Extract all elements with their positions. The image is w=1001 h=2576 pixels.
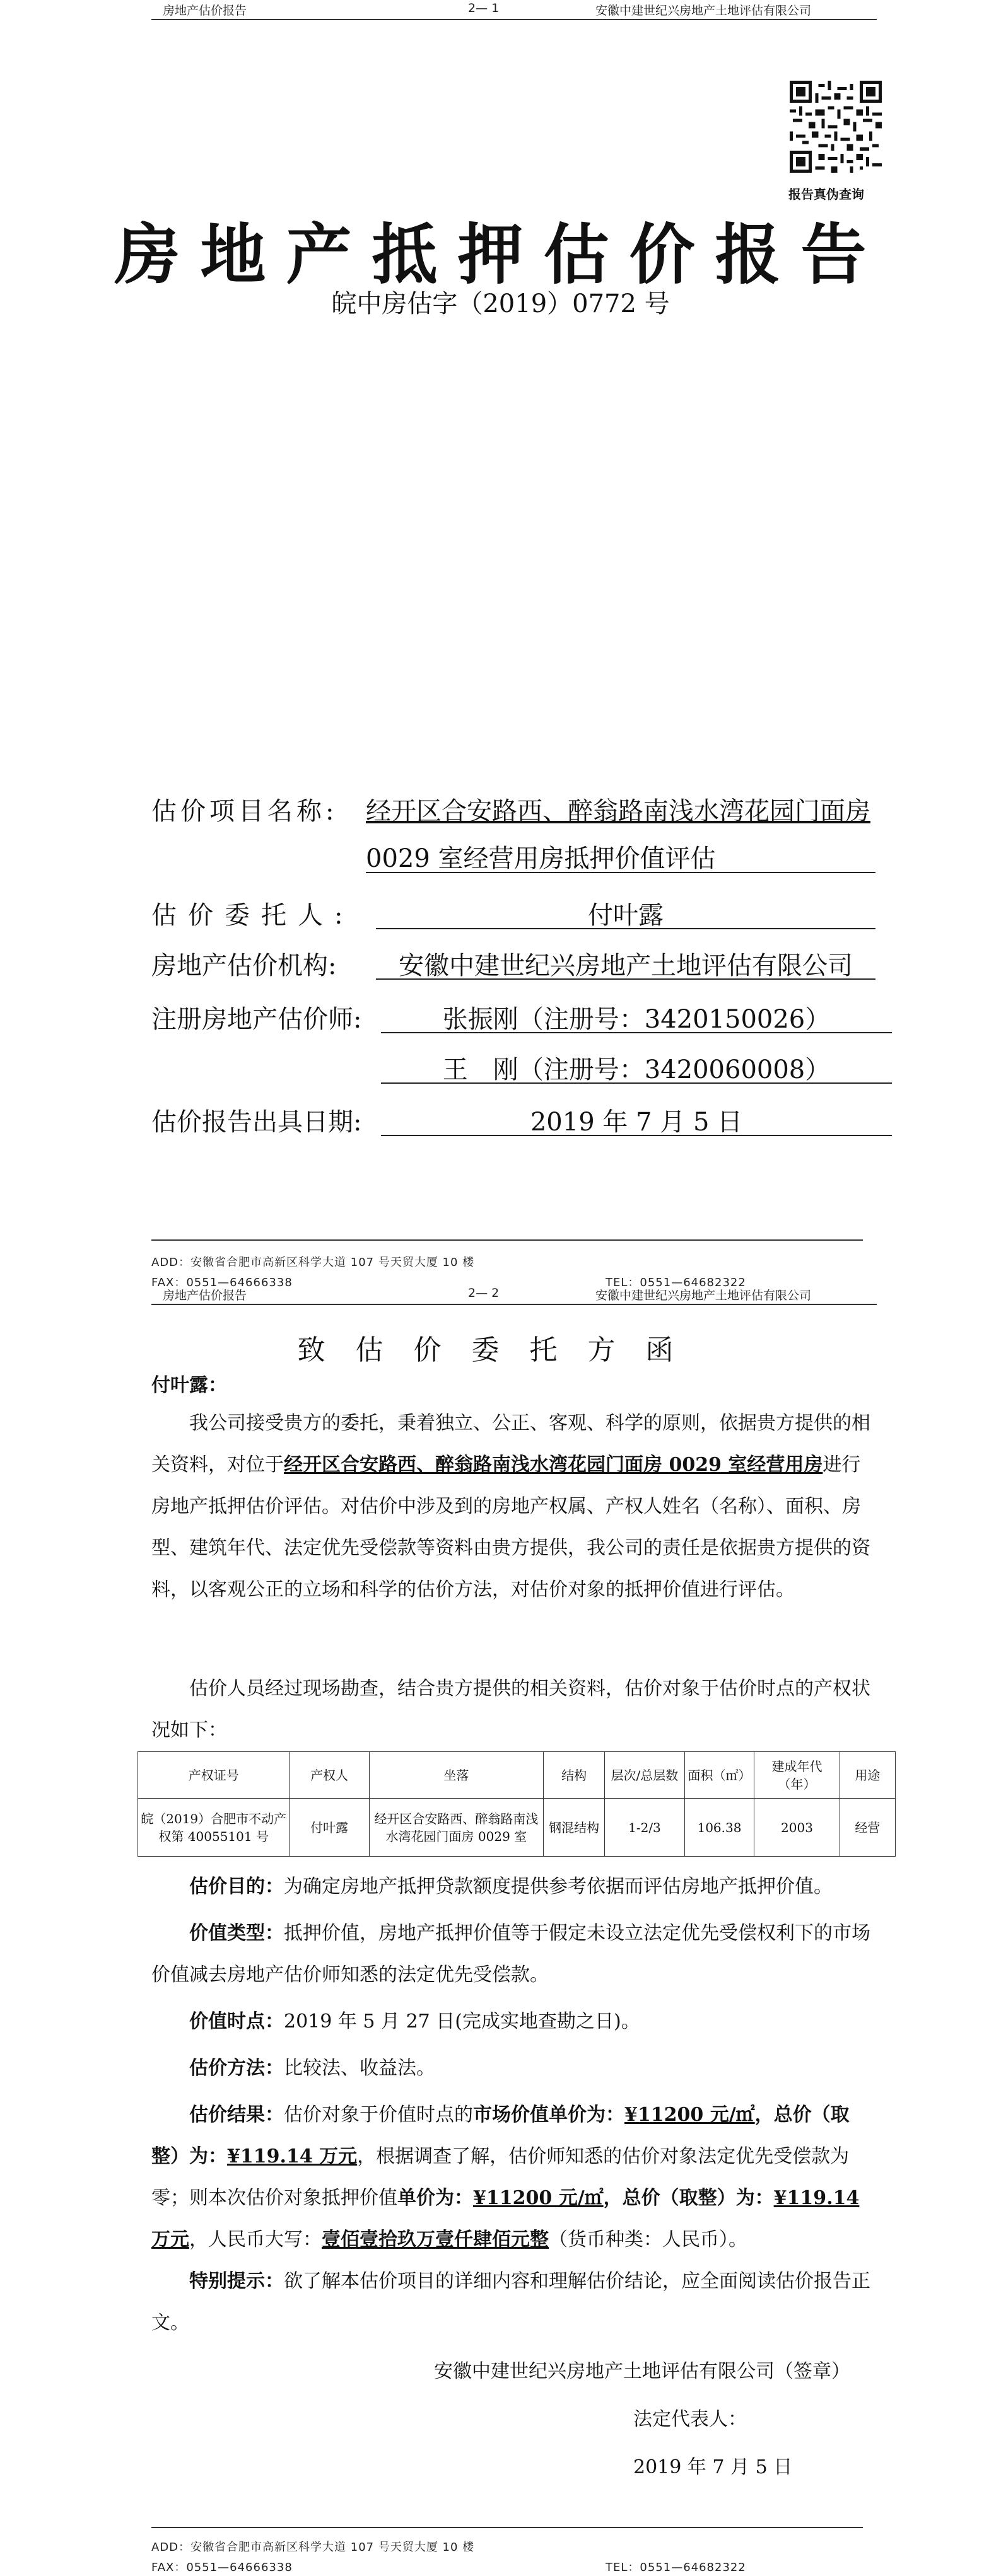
- th-structure: 结构: [543, 1752, 604, 1799]
- td-cert-no: 皖（2019）合肥市不动产权第 40055101 号: [138, 1799, 290, 1857]
- qr-caption: 报告真伪查询: [788, 187, 864, 202]
- page1-footer-tel: TEL：0551—64682322: [606, 1276, 746, 1289]
- property-table: [138, 1751, 896, 1857]
- project-name-underline: [366, 872, 875, 873]
- qr-code-icon[interactable]: [790, 81, 882, 173]
- method-paragraph: 估价方法：比较法、收益法。: [189, 2057, 435, 2079]
- value-time-paragraph: 价值时点：2019 年 5 月 27 日(完成实地查勘之日)。: [189, 2010, 640, 2033]
- td-usage: 经营: [840, 1799, 895, 1857]
- appraiser-label: 注册房地产估价师:: [151, 1005, 362, 1034]
- salutation: 付叶露：: [151, 1374, 227, 1396]
- page2-header-page-number: 2— 2: [468, 1286, 500, 1300]
- th-build-year: 建成年代（年）: [754, 1752, 840, 1799]
- status-paragraph: 估价人员经过现场勘查，结合贵方提供的相关资料，估价对象于估价时点的产权状况如下：: [151, 1678, 870, 1741]
- agency-label: 房地产估价机构:: [151, 951, 337, 980]
- client-label: 估价委托人:: [151, 901, 354, 930]
- page2-footer-tel: TEL：0551—64682322: [606, 2561, 746, 2574]
- purpose-paragraph: 估价目的：为确定房地产抵押贷款额度提供参考依据而评估房地产抵押价值。: [189, 1876, 833, 1898]
- td-location: 经开区合安路西、醉翁路南浅水湾花园门面房 0029 室: [369, 1799, 543, 1857]
- agency-value: 安徽中建世纪兴房地产土地评估有限公司: [399, 951, 853, 980]
- letter-title: 致估价委托方函: [297, 1334, 704, 1366]
- page1-footer-fax: FAX：0551—64666338: [151, 1276, 293, 1289]
- appraiser-2: 王 刚（注册号：3420060008）: [442, 1055, 831, 1084]
- th-area: 面积（㎡）: [684, 1752, 754, 1799]
- signature-company: 安徽中建世纪兴房地产土地评估有限公司（签章）: [434, 2360, 850, 2382]
- page1-header-page-number: 2— 1: [468, 1, 500, 15]
- appraiser-2-underline: [381, 1082, 892, 1084]
- page2-header-left: 房地产估价报告: [163, 1289, 247, 1303]
- client-underline: [376, 928, 875, 929]
- intro-paragraph: 我公司接受贵方的委托，秉着独立、公正、客观、科学的原则，依据贵方提供的相关资料，对位于经开区合安路西、醉翁路南浅水湾花园门面房 0029 室经营用房进行房地产抵押估价评估。对估价中涉及到的房地产权属、产权人姓名（名称）、面积、房型、建筑年代、法定优先受偿款等资料由贵方提供，我公司的责任是依据贵方提供的资料，以客观公正的立场和科学的估价方法，对估价对象的抵押价值进行评估。: [151, 1412, 870, 1601]
- th-owner: 产权人: [290, 1752, 369, 1799]
- th-location: 坐落: [369, 1752, 543, 1799]
- report-date-value: 2019 年 7 月 5 日: [530, 1108, 743, 1137]
- page2-footer-rule: [151, 2527, 863, 2528]
- report-number: 皖中房估字（2019）0772 号: [331, 289, 670, 318]
- page2-header-rule: [151, 1304, 877, 1305]
- value-type-paragraph: 价值类型：抵押价值，房地产抵押价值等于假定未设立法定优先受偿权利下的市场价值减去房地产估价师知悉的法定优先受偿款。: [151, 1922, 870, 1986]
- report-title: 房地产抵押估价报告: [114, 216, 887, 293]
- page1-header-right: 安徽中建世纪兴房地产土地评估有限公司: [595, 4, 812, 18]
- page1-header-rule: [151, 19, 877, 20]
- project-name-label: 估价项目名称:: [151, 797, 338, 826]
- th-cert-no: 产权证号: [138, 1752, 290, 1799]
- appraiser-1-underline: [381, 1032, 892, 1033]
- agency-underline: [376, 978, 875, 980]
- td-area: 106.38: [684, 1799, 754, 1857]
- td-floors: 1-2/3: [605, 1799, 684, 1857]
- td-build-year: 2003: [754, 1799, 840, 1857]
- project-name-line2: 0029 室经营用房抵押价值评估: [366, 844, 716, 873]
- legal-representative: 法定代表人：: [633, 2408, 747, 2430]
- td-owner: 付叶露: [290, 1799, 369, 1857]
- report-date-label: 估价报告出具日期:: [151, 1108, 362, 1137]
- signature-date: 2019 年 7 月 5 日: [633, 2456, 793, 2478]
- th-usage: 用途: [840, 1752, 895, 1799]
- result-paragraph: 估价结果：估价对象于价值时点的市场价值单价为：¥11200 元/㎡，总价（取整）为：¥119.14 万元，根据调查了解，估价师知悉的估价对象法定优先受偿款为零；则本次估价对象抵押价值单价为：¥11200 元/㎡，总价（取整）为：¥119.14 万元，人民币大写：壹佰壹拾玖万壹仟肆佰元整（货币种类：人民币）。: [151, 2104, 860, 2251]
- report-date-underline: [381, 1135, 892, 1136]
- special-note-paragraph: 特别提示：欲了解本估价项目的详细内容和理解估价结论，应全面阅读估价报告正文。: [151, 2270, 870, 2334]
- appraiser-1: 张振刚（注册号：3420150026）: [442, 1005, 831, 1034]
- page1-header-left: 房地产估价报告: [163, 4, 247, 18]
- page1-footer-address: ADD：安徽省合肥市高新区科学大道 107 号天贸大厦 10 楼: [151, 1256, 475, 1269]
- page1-footer-rule: [151, 1239, 863, 1241]
- page2-footer-address: ADD：安徽省合肥市高新区科学大道 107 号天贸大厦 10 楼: [151, 2541, 475, 2554]
- page2-header-right: 安徽中建世纪兴房地产土地评估有限公司: [595, 1289, 812, 1303]
- td-structure: 钢混结构: [543, 1799, 604, 1857]
- th-floors: 层次/总层数: [605, 1752, 684, 1799]
- page2-footer-fax: FAX：0551—64666338: [151, 2561, 293, 2574]
- client-value: 付叶露: [588, 901, 664, 930]
- project-name-line1: 经开区合安路西、醉翁路南浅水湾花园门面房: [366, 797, 870, 826]
